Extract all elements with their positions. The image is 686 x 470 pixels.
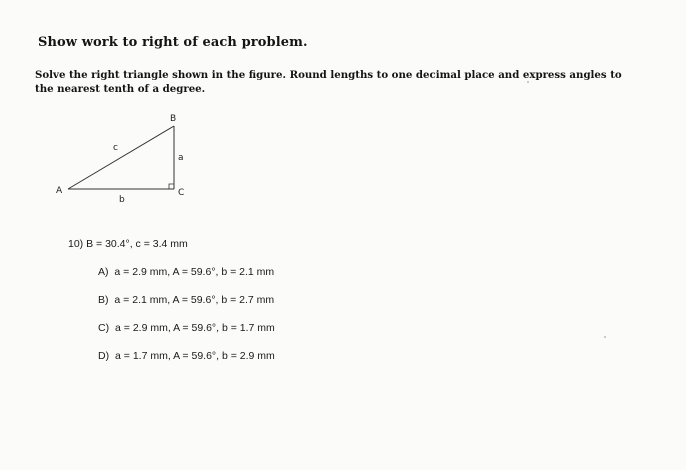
problem-number: 10) (68, 238, 84, 250)
answer-choice (98, 350, 275, 362)
problem-instructions: Solve the right triangle shown in the figure. Round lengths to one decimal place and express angles to the nearest tenth of a degree. (35, 69, 622, 95)
choice-letter: A) (98, 266, 109, 278)
scan-speck (527, 81, 529, 83)
problem-statement (68, 238, 188, 250)
problem-given: B = 30.4°, c = 3.4 mm (86, 238, 188, 250)
choice-text: a = 2.9 mm, A = 59.6°, b = 2.1 mm (114, 266, 275, 278)
side-c-label: c (113, 143, 118, 153)
vertex-b-label: B (170, 114, 177, 124)
answer-choice (98, 322, 275, 334)
right-triangle-figure (50, 110, 200, 210)
page-heading: Show work to right of each problem. (38, 35, 308, 50)
answer-choice (98, 266, 274, 278)
choice-text: a = 1.7 mm, A = 59.6°, b = 2.9 mm (115, 350, 275, 362)
answer-choice (98, 294, 274, 306)
vertex-a-label: A (56, 186, 63, 196)
side-a-label: a (178, 153, 184, 163)
choice-letter: C) (98, 322, 110, 334)
side-b-label: b (119, 195, 125, 205)
hypotenuse-c (68, 126, 174, 189)
scan-speck (604, 336, 606, 338)
choice-text: a = 2.1 mm, A = 59.6°, b = 2.7 mm (114, 294, 275, 306)
choice-letter: D) (98, 350, 110, 362)
choice-text: a = 2.9 mm, A = 59.6°, b = 1.7 mm (115, 322, 275, 334)
choice-letter: B) (98, 294, 109, 306)
vertex-c-label: C (178, 188, 185, 198)
right-angle-marker (169, 184, 174, 189)
